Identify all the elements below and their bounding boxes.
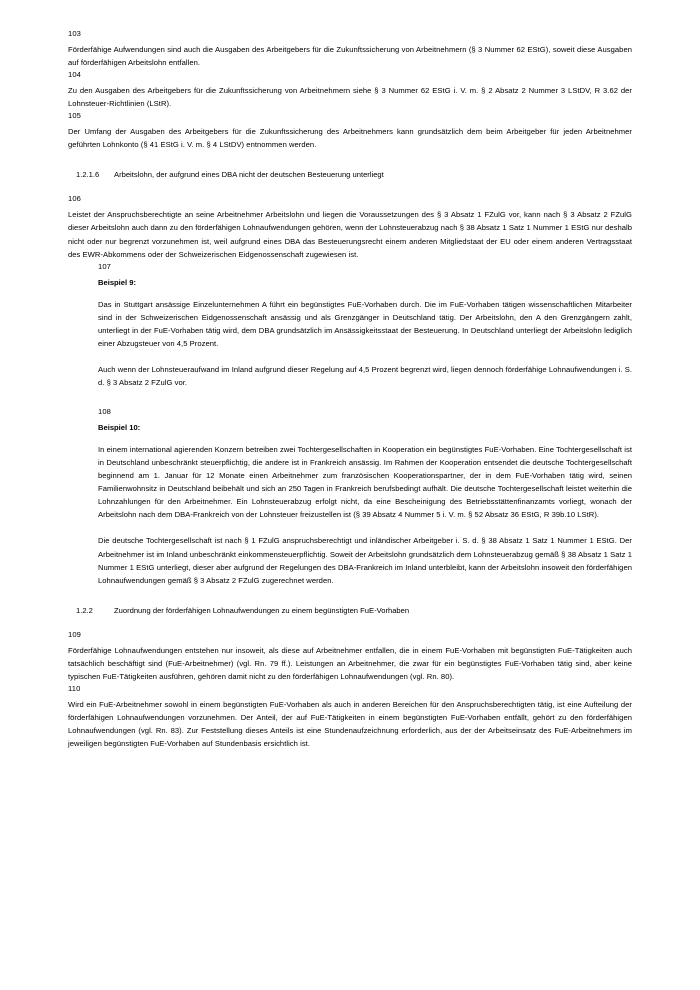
paragraph-block-106	[68, 193, 632, 260]
example-paragraph: Auch wenn der Lohnsteueraufwand im Inland aufgrund dieser Regelung auf 4,5 Prozent begrenzt wird, liegen dennoch förderfähige Lohnaufwendungen i. S. d. § 3 Absatz 2 FZulG vor.	[98, 364, 632, 387]
paragraph-text: Förderfähige Lohnaufwendungen entstehen nur insoweit, als diese auf Arbeitnehmer entfallen, die in einem FuE-Vorhaben mit begünstigten FuE-Tätigkeiten auch tatsächlich beschäftigt sind (FuE-Arbeitnehmer) (vgl. Rn. 79 ff.). Leistungen an Arbeitnehmer, die zwar für ein begünstigtes FuE-Vorhaben tätig sind, aber keine typischen FuE-Tätigkeiten ausführen, gehören damit nicht zu den förderfähigen Lohnaufwendungen (vgl. Rn. 80).	[68, 645, 632, 681]
paragraph-block-105	[68, 110, 632, 151]
paragraph-text: Leistet der Anspruchsberechtigte an seine Arbeitnehmer Arbeitslohn und liegen die Voraussetzungen des § 3 Absatz 1 FZulG vor, kann nach § 3 Absatz 2 FZulG dieser Arbeitslohn auch dann zu den förderfähigen Lohnaufwendungen gehören, wenn der Lohnsteuerabzug nach § 38 Absatz 1 Satz 1 Nummer 1 EStG nur deshalb nicht oder nur begrenzt vorzunehmen ist, weil aufgrund eines DBA das Besteuerungsrecht einem anderen Mitgliedstaat der EU oder einem anderen Vertragsstaat des EWR-Abkommens oder der Schweizerischen Eidgenossenschaft zugewiesen ist.	[68, 210, 632, 259]
paragraph-number: 107	[98, 261, 111, 271]
section-number: 1.2.1.6	[76, 170, 100, 180]
paragraph-block-103	[68, 28, 632, 69]
paragraph-number: 106	[68, 194, 81, 204]
paragraph-block-110	[68, 683, 632, 750]
paragraph-text: Wird ein FuE-Arbeitnehmer sowohl in einem begünstigten FuE-Vorhaben als auch in anderen Bereichen für den Anspruchsberechtigten tätig, ist eine Aufteilung der förderfähigen Lohnaufwendungen vorzunehmen. Der Anteil, der auf FuE-Tätigkeiten in einem begünstigten FuE-Vorhaben entfällt, gehört zu den förderfähigen Lohnaufwendungen (vgl. Rn. 83). Zur Feststellung dieses Anteils ist eine Stundenaufzeichnung erforderlich, aus der der Arbeitseinsatz des FuE-Arbeitnehmers im jeweiligen begünstigten FuE-Vorhaben auf Stundenbasis ersichtlich ist.	[68, 699, 632, 749]
paragraph-block-109	[68, 629, 632, 683]
section-title: Zuordnung der förderfähigen Lohnaufwendungen zu einem begünstigten FuE-Vorhaben	[114, 605, 410, 615]
paragraph-text: Förderfähige Aufwendungen sind auch die Ausgaben des Arbeitgebers für die Zukunftssicherung von Arbeitnehmern (§ 3 Nummer 62 EStG), soweit diese Ausgaben auf förderfähigen Arbeitslohn entfallen.	[68, 45, 632, 68]
paragraph-number: 103	[68, 29, 81, 38]
document-body	[68, 28, 632, 750]
section-heading-1-2-1-6	[68, 169, 632, 181]
example-block-107	[98, 261, 632, 389]
section-heading-1-2-2	[68, 605, 632, 617]
paragraph-number: 110	[68, 683, 81, 693]
paragraph-text: Zu den Ausgaben des Arbeitgebers für die Zukunftssicherung von Arbeitnehmern siehe § 3 Nummer 62 EStG i. V. m. § 2 Absatz 2 Nummer 3 LStDV, R 3.62 der Lohnsteuer-Richtlinien (LStR).	[68, 86, 632, 109]
example-paragraph: In einem international agierenden Konzern betreiben zwei Tochtergesellschaften in Kooperation ein begünstigtes FuE-Vorhaben. Eine Tochtergesellschaft ist in Deutschland unbeschränkt steuerpflichtig, die andere ist in Frankreich ansässig. Im Rahmen der Kooperation entsendet die deutsche Tochtergesellschaft beginnend am 1. Januar für 12 Monate einen Arbeitnehmer zum französischen Kooperationspartner, der in dem FuE-Vorhaben tätig wird, seinen Familienwohnsitz in Deutschland beibehält und sich an 250 Tagen in Frankreich berufsbedingt aufhält. Die deutsche Tochtergesellschaft leistet weiterhin die Lohnzahlungen für den Arbeitnehmer. Ein Lohnsteuerabzug erfolgt nicht, da eine Bescheinigung des Betriebsstättenfinanzamts vorliegt, wonach der Arbeitslohn nach dem DBA-Frankreich von der Lohnsteuer freizustellen ist (§ 39 Absatz 4 Nummer 5 i. V. m. § 52 Absatz 36 EStG, R 39b.10 LStR).	[98, 445, 632, 520]
example-paragraph: Die deutsche Tochtergesellschaft ist nach § 1 FZulG anspruchsberechtigt und inländischer Arbeitgeber i. S. d. § 38 Absatz 1 Satz 1 Nummer 1 EStG. Der Arbeitnehmer ist im Inland unbeschränkt einkommensteuerpflichtig. Soweit der Arbeitslohn grundsätzlich dem Lohnsteuerabzug gemäß § 38 Absatz 1 Satz 1 Nummer 1 EStG unterliegt, dieser aber aufgrund der Regelungen des DBA-Frankreich im Inland unterbleibt, kann der Arbeitslohn insoweit den förderfähigen Lohnaufwendungen gemäß § 3 Absatz 2 FZulG zugerechnet werden.	[98, 536, 632, 585]
paragraph-text: Der Umfang der Ausgaben des Arbeitgebers für die Zukunftssicherung des Arbeitnehmers kann grundsätzlich dem beim Arbeitgeber für jeden Arbeitnehmer geführten Lohnkonto (§ 41 EStG i. V. m. § 4 LStDV) entnommen werden.	[68, 127, 632, 150]
paragraph-block-104	[68, 69, 632, 110]
example-block-108	[98, 406, 632, 587]
paragraph-number: 109	[68, 629, 81, 639]
paragraph-number: 105	[68, 111, 81, 121]
section-number: 1.2.2	[76, 605, 93, 615]
paragraph-number: 104	[68, 70, 81, 80]
example-paragraph: Das in Stuttgart ansässige Einzelunternehmen A führt ein begünstigtes FuE-Vorhaben durch. Die im FuE-Vorhaben tätigen wissenschaftlichen Mitarbeiter sind in der Schweizerischen Eidgenossenschaft ansässig und als Grenzgänger in Deutschland tätig. Der Arbeitslohn, den A den Grenzgängern zahlt, unterliegt in der FuE-Vorhaben tätig wird, dem DBA grundsätzlich im Ansässigkeitsstaat der Besteuerung. In Deutschland unterliegt der Arbeitslohn lediglich einer Abzugsteuer von 4,5 Prozent.	[98, 299, 632, 348]
example-label: Beispiel 9:	[98, 277, 136, 287]
paragraph-number: 108	[98, 407, 111, 417]
example-label: Beispiel 10:	[98, 423, 141, 433]
section-title: Arbeitslohn, der aufgrund eines DBA nicht der deutschen Besteuerung unterliegt	[114, 170, 384, 180]
